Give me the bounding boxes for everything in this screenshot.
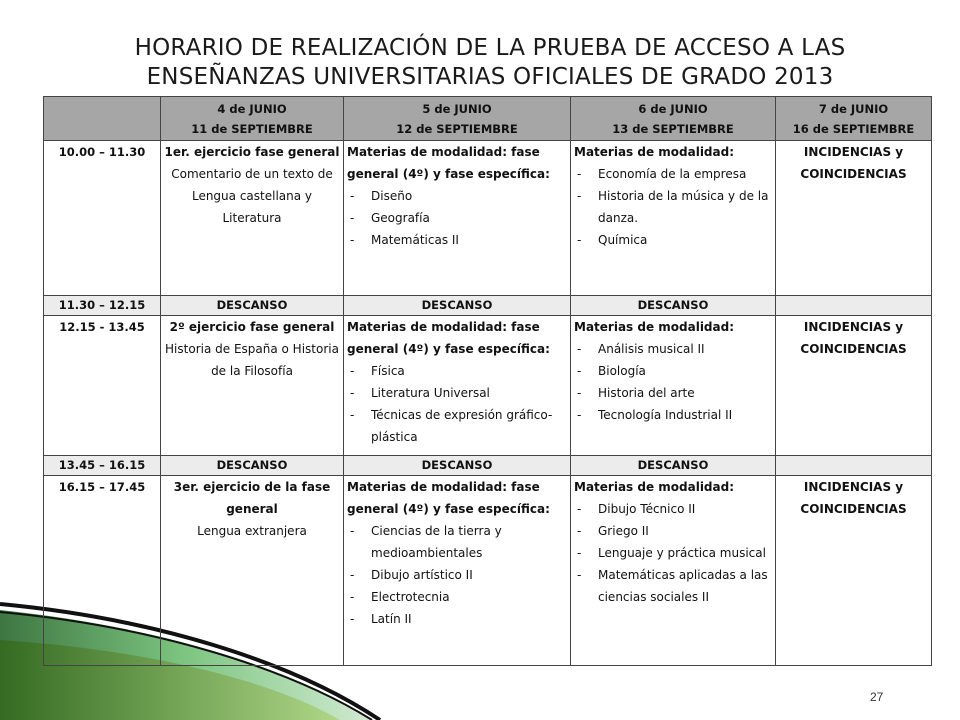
subject-name: Economía de la empresa bbox=[598, 167, 747, 181]
header-date-alt: 13 de SEPTIEMBRE bbox=[612, 122, 734, 136]
subjects-heading: Materias de modalidad: fase general (4º) y fase específica: bbox=[347, 320, 550, 356]
subject-name: Dibujo artístico II bbox=[371, 568, 473, 582]
subject-name: Griego II bbox=[598, 524, 649, 538]
list-item: - Economía de la empresa bbox=[574, 163, 772, 185]
header-day-3 bbox=[571, 97, 776, 141]
title-line-1: HORARIO DE REALIZACIÓN DE LA PRUEBA DE ACCESO A LAS bbox=[134, 35, 846, 61]
exercise-body: Comentario de un texto de Lengua castellana y Literatura bbox=[171, 167, 333, 225]
subjects-heading: Materias de modalidad: fase general (4º) y fase específica: bbox=[347, 480, 550, 516]
list-item: - Electrotecnia bbox=[347, 586, 567, 608]
table-row-session-1 bbox=[44, 141, 932, 296]
exercise-cell bbox=[161, 476, 344, 666]
subject-name: Historia de la música y de la danza. bbox=[598, 189, 769, 225]
time-slot: 13.45 – 16.15 bbox=[44, 456, 161, 476]
list-item: - Diseño bbox=[347, 185, 567, 207]
rest-cell: DESCANSO bbox=[344, 296, 571, 316]
title-line-2: ENSEÑANZAS UNIVERSITARIAS OFICIALES DE GRADO 2013 bbox=[146, 64, 834, 90]
exercise-body: Historia de España o Historia de la Filosofía bbox=[165, 342, 339, 378]
rest-cell: DESCANSO bbox=[161, 296, 344, 316]
header-date-main: 6 de JUNIO bbox=[638, 102, 708, 116]
slide-title bbox=[60, 34, 920, 92]
subjects-heading: Materias de modalidad: bbox=[574, 320, 735, 334]
header-cell-empty bbox=[44, 97, 161, 141]
table-row-session-2 bbox=[44, 316, 932, 456]
list-item: - Análisis musical II bbox=[574, 338, 772, 360]
list-item: - Lenguaje y práctica musical bbox=[574, 542, 772, 564]
list-item: - Técnicas de expresión gráfico-plástica bbox=[347, 404, 567, 448]
exercise-title: 1er. ejercicio fase general bbox=[164, 145, 340, 159]
subjects-heading: Materias de modalidad: bbox=[574, 145, 735, 159]
table-row-rest-1 bbox=[44, 296, 932, 316]
list-item: - Matemáticas II bbox=[347, 229, 567, 251]
subjects-heading: Materias de modalidad: fase general (4º) y fase específica: bbox=[347, 145, 550, 181]
subject-list bbox=[574, 498, 772, 608]
subjects-cell bbox=[571, 316, 776, 456]
subject-list bbox=[347, 185, 567, 251]
list-item: - Biología bbox=[574, 360, 772, 382]
list-item: - Química bbox=[574, 229, 772, 251]
rest-cell: DESCANSO bbox=[571, 456, 776, 476]
time-slot: 11.30 – 12.15 bbox=[44, 296, 161, 316]
subject-name: Latín II bbox=[371, 612, 412, 626]
header-day-4 bbox=[776, 97, 932, 141]
exercise-cell bbox=[161, 141, 344, 296]
exercise-cell bbox=[161, 316, 344, 456]
subjects-heading: Materias de modalidad: bbox=[574, 480, 735, 494]
table-row-session-3 bbox=[44, 476, 932, 666]
subjects-cell bbox=[344, 141, 571, 296]
subject-name: Lenguaje y práctica musical bbox=[598, 546, 766, 560]
incidents-cell: INCIDENCIAS y COINCIDENCIAS bbox=[776, 476, 932, 666]
subjects-cell bbox=[571, 476, 776, 666]
list-item: - Historia de la música y de la danza. bbox=[574, 185, 772, 229]
incidents-cell: INCIDENCIAS y COINCIDENCIAS bbox=[776, 316, 932, 456]
subject-name: Análisis musical II bbox=[598, 342, 705, 356]
list-item: - Historia del arte bbox=[574, 382, 772, 404]
incidents-cell: INCIDENCIAS y COINCIDENCIAS bbox=[776, 141, 932, 296]
table-row-rest-2 bbox=[44, 456, 932, 476]
header-day-2 bbox=[344, 97, 571, 141]
subject-name: Matemáticas aplicadas a las ciencias sociales II bbox=[598, 568, 768, 604]
subject-name: Diseño bbox=[371, 189, 413, 203]
header-date-main: 4 de JUNIO bbox=[217, 102, 287, 116]
subject-name: Literatura Universal bbox=[371, 386, 490, 400]
subject-name: Biología bbox=[598, 364, 646, 378]
exercise-body: Lengua extranjera bbox=[197, 524, 307, 538]
list-item: - Literatura Universal bbox=[347, 382, 567, 404]
subject-name: Geografía bbox=[371, 211, 430, 225]
subject-name: Técnicas de expresión gráfico-plástica bbox=[371, 408, 553, 444]
header-date-main: 5 de JUNIO bbox=[422, 102, 492, 116]
list-item: - Física bbox=[347, 360, 567, 382]
list-item: - Latín II bbox=[347, 608, 567, 630]
subject-name: Ciencias de la tierra y medioambientales bbox=[371, 524, 502, 560]
subject-name: Electrotecnia bbox=[371, 590, 450, 604]
time-slot: 16.15 – 17.45 bbox=[44, 476, 161, 666]
subject-name: Dibujo Técnico II bbox=[598, 502, 696, 516]
list-item: - Tecnología Industrial II bbox=[574, 404, 772, 426]
exercise-title: 2º ejercicio fase general bbox=[169, 320, 335, 334]
header-row bbox=[44, 97, 932, 141]
subject-list bbox=[347, 360, 567, 448]
subject-name: Física bbox=[371, 364, 405, 378]
subject-list bbox=[574, 163, 772, 251]
list-item: - Dibujo artístico II bbox=[347, 564, 567, 586]
rest-cell: DESCANSO bbox=[344, 456, 571, 476]
exercise-title: 3er. ejercicio de la fase general bbox=[173, 480, 331, 516]
subjects-cell bbox=[344, 316, 571, 456]
list-item: - Ciencias de la tierra y medioambientales bbox=[347, 520, 567, 564]
rest-cell-empty bbox=[776, 456, 932, 476]
list-item: - Griego II bbox=[574, 520, 772, 542]
subject-list bbox=[574, 338, 772, 426]
subjects-cell bbox=[571, 141, 776, 296]
header-date-main: 7 de JUNIO bbox=[818, 102, 889, 116]
rest-cell: DESCANSO bbox=[161, 456, 344, 476]
header-day-1 bbox=[161, 97, 344, 141]
subject-name: Matemáticas II bbox=[371, 233, 459, 247]
list-item: - Geografía bbox=[347, 207, 567, 229]
subject-name: Química bbox=[598, 233, 648, 247]
rest-cell-empty bbox=[776, 296, 932, 316]
list-item: - Matemáticas aplicadas a las ciencias sociales II bbox=[574, 564, 772, 608]
subjects-cell bbox=[344, 476, 571, 666]
time-slot: 12.15 - 13.45 bbox=[44, 316, 161, 456]
list-item: - Dibujo Técnico II bbox=[574, 498, 772, 520]
time-slot: 10.00 – 11.30 bbox=[44, 141, 161, 296]
subject-name: Historia del arte bbox=[598, 386, 695, 400]
subject-list bbox=[347, 520, 567, 630]
page-number: 27 bbox=[870, 690, 884, 704]
schedule-table bbox=[43, 96, 932, 666]
rest-cell: DESCANSO bbox=[571, 296, 776, 316]
header-date-alt: 16 de SEPTIEMBRE bbox=[792, 122, 915, 136]
header-date-alt: 12 de SEPTIEMBRE bbox=[396, 122, 518, 136]
header-date-alt: 11 de SEPTIEMBRE bbox=[191, 122, 313, 136]
subject-name: Tecnología Industrial II bbox=[598, 408, 733, 422]
